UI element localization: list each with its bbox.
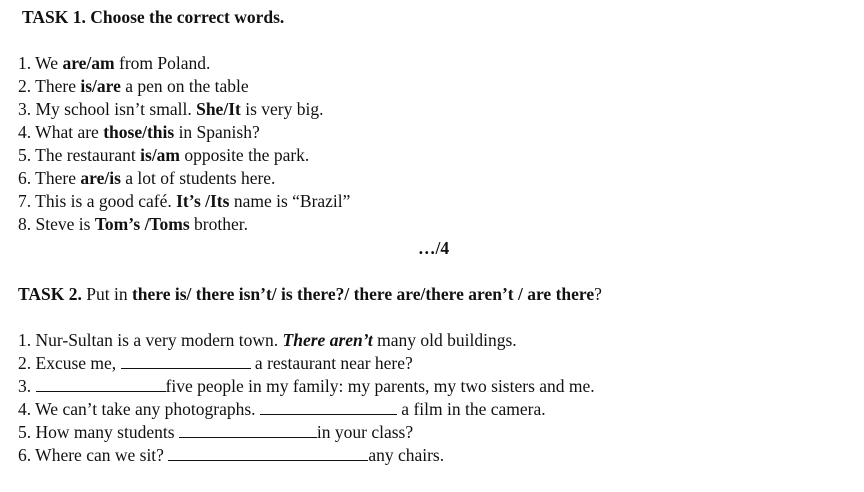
task2-instruction-end: ? bbox=[594, 284, 602, 304]
item-text: a restaurant near here? bbox=[250, 353, 413, 373]
task1-item-6 bbox=[18, 167, 275, 189]
task1-number: TASK 1. bbox=[22, 7, 91, 27]
example-answer: There aren’t bbox=[282, 330, 373, 350]
item-text: 8. Steve is bbox=[18, 214, 95, 234]
item-text: 2. Excuse me, bbox=[18, 353, 121, 373]
word-choice: Tom’s /Toms bbox=[94, 214, 190, 234]
task2-options: there is/ there isn’t/ is there?/ there are/there aren’t / are there bbox=[131, 284, 595, 304]
word-choice: She/It bbox=[196, 99, 241, 119]
task1-item-8 bbox=[18, 213, 248, 235]
item-text: in your class? bbox=[316, 422, 414, 442]
task1-item-2 bbox=[18, 75, 249, 97]
word-choice: is/are bbox=[80, 76, 121, 96]
item-text: brother. bbox=[189, 214, 248, 234]
item-text: 7. This is a good café. bbox=[18, 191, 177, 211]
answer-blank[interactable] bbox=[121, 352, 251, 369]
item-text: a pen on the table bbox=[120, 76, 249, 96]
task2-item-1 bbox=[18, 329, 517, 351]
item-text: is very big. bbox=[240, 99, 324, 119]
word-choice: It’s /Its bbox=[176, 191, 230, 211]
answer-blank[interactable] bbox=[260, 398, 397, 415]
word-choice: those/this bbox=[103, 122, 175, 142]
item-text: 5. How many students bbox=[18, 422, 179, 442]
item-text: five people in my family: my parents, my two sisters and me. bbox=[165, 376, 595, 396]
word-choice: are/am bbox=[62, 53, 115, 73]
item-text: a film in the camera. bbox=[396, 399, 546, 419]
answer-blank[interactable] bbox=[168, 444, 368, 461]
task2-number: TASK 2. bbox=[18, 284, 87, 304]
item-text: many old buildings. bbox=[372, 330, 517, 350]
answer-blank[interactable] bbox=[36, 375, 166, 392]
task1-score: …/4 bbox=[418, 238, 450, 258]
item-text: opposite the park. bbox=[180, 145, 310, 165]
item-text: 6. Where can we sit? bbox=[18, 445, 169, 465]
task1-item-5 bbox=[18, 144, 309, 166]
task1-item-4 bbox=[18, 121, 260, 143]
task2-item-6 bbox=[18, 444, 444, 466]
task1-instruction: Choose the correct words. bbox=[90, 7, 285, 27]
word-choice: is/am bbox=[140, 145, 181, 165]
task1-item-1 bbox=[18, 52, 210, 74]
task2-heading bbox=[18, 283, 602, 305]
item-text: 1. Nur-Sultan is a very modern town. bbox=[18, 330, 283, 350]
item-text: 2. There bbox=[18, 76, 81, 96]
task1-item-3 bbox=[18, 98, 323, 120]
item-text: 4. We can’t take any photographs. bbox=[18, 399, 260, 419]
item-text: in Spanish? bbox=[174, 122, 260, 142]
task1-heading bbox=[22, 6, 284, 28]
task2-item-5 bbox=[18, 421, 413, 443]
word-choice: are/is bbox=[80, 168, 121, 188]
item-text: 3. bbox=[18, 376, 36, 396]
task2-item-2 bbox=[18, 352, 413, 374]
item-text: 5. The restaurant bbox=[18, 145, 141, 165]
task2-item-4 bbox=[18, 398, 546, 420]
item-text: 3. My school isn’t small. bbox=[18, 99, 197, 119]
item-text: 6. There bbox=[18, 168, 81, 188]
item-text: name is “Brazil” bbox=[229, 191, 351, 211]
answer-blank[interactable] bbox=[179, 421, 317, 438]
task1-item-7 bbox=[18, 190, 350, 212]
item-text: any chairs. bbox=[368, 445, 445, 465]
item-text: from Poland. bbox=[114, 53, 211, 73]
item-text: 1. We bbox=[18, 53, 63, 73]
item-text: a lot of students here. bbox=[120, 168, 276, 188]
task2-instruction: Put in bbox=[86, 284, 132, 304]
item-text: 4. What are bbox=[18, 122, 104, 142]
task2-item-3 bbox=[18, 375, 595, 397]
